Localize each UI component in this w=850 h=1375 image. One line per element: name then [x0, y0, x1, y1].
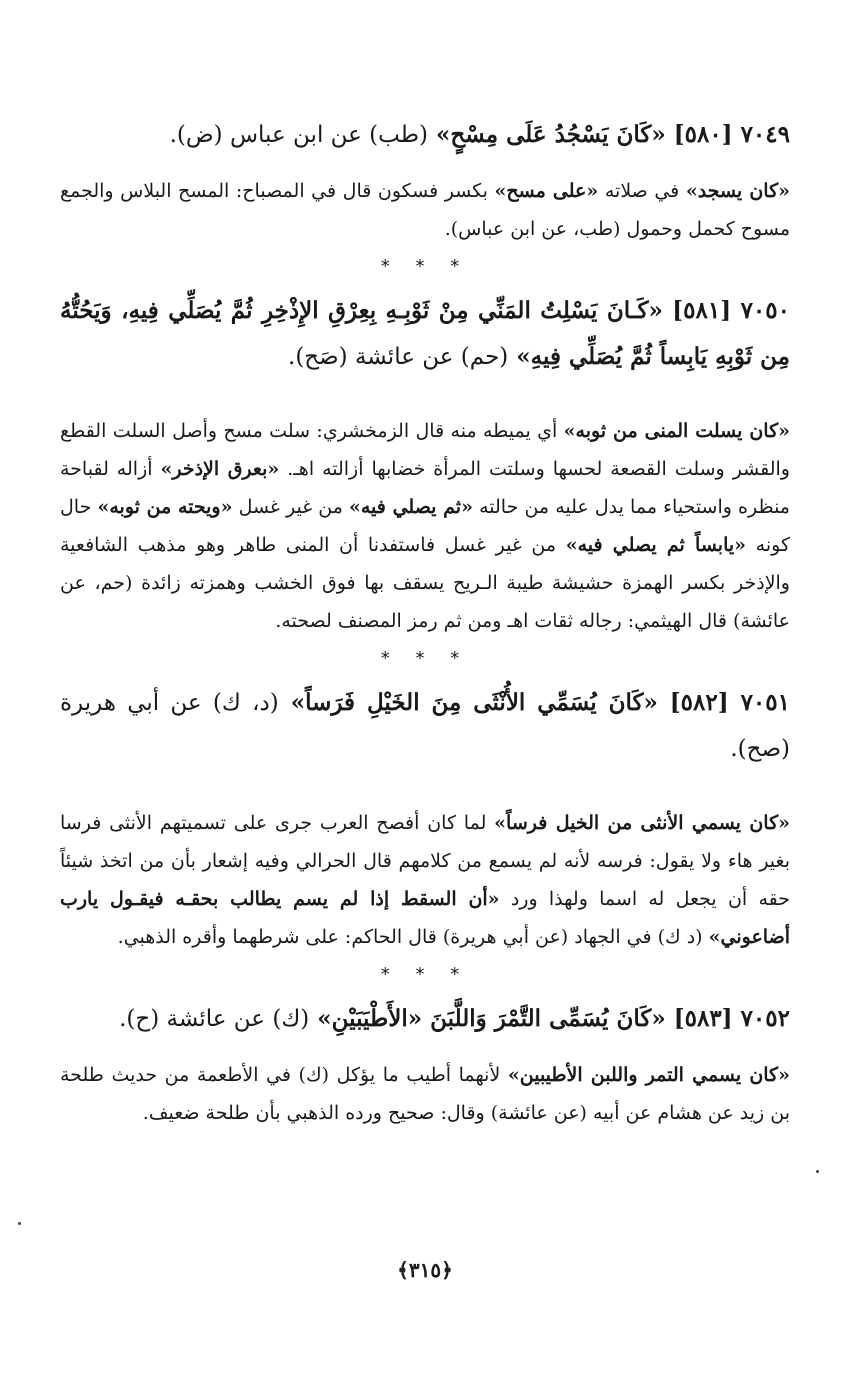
- commentary: [60, 804, 790, 956]
- commentary-quote: «كان يسمي التمر واللبن الأطيبين»: [507, 1064, 790, 1086]
- hadith-source: (ك) عن عائشة (ح).: [119, 1006, 310, 1032]
- commentary-quote: «أن السقط إذا لم يسم يطالب بحقـه فيقـول يارب أضاعوني»: [60, 888, 790, 948]
- commentary-quote: «بعرق الإذخر»: [160, 458, 280, 480]
- scan-speck: [18, 1222, 21, 1225]
- section-separator: * * *: [380, 964, 470, 985]
- commentary-text: أزاله لقباحة منظره واستحياء مما يدل عليه من حالته: [60, 458, 790, 518]
- section-separator: * * *: [380, 256, 470, 277]
- hadith-ref: [٥٨١]: [672, 297, 732, 324]
- hadith-entry: [60, 288, 790, 380]
- hadith-number: ٧٠٥١: [740, 689, 790, 716]
- hadith-text: «كَانَ يَسْجُدُ عَلَى مِسْحٍ»: [436, 121, 666, 148]
- hadith-source: (حم) عن عائشة (صَح).: [288, 344, 509, 370]
- hadith-ref: [٥٨٠]: [673, 121, 733, 148]
- hadith-source: (د، ك) عن أبي هريرة (صح).: [60, 690, 790, 762]
- commentary-text: أي يميطه منه قال الزمخشري: سلت مسح وأصل السلت القطع والقشر وسلت القصعة لحسها وسلتت المرأة خضابها أزالته اهـ.: [60, 420, 790, 480]
- commentary-text: في صلاته: [598, 180, 686, 202]
- page-number: ﴿٣١٥﴾: [397, 1258, 453, 1282]
- commentary-text: لأنهما أطيب ما يؤكل (ك) في الأطعمة من حديث طلحة بن زيد عن هشام عن أبيه (عن عائشة) وقال: صحيح ورده الذهبي بأن طلحة ضعيف.: [60, 1064, 790, 1124]
- commentary-text: حال كونه: [60, 496, 791, 556]
- commentary-text: من غير غسل: [232, 496, 349, 518]
- commentary: [60, 1056, 790, 1132]
- section-separator: * * *: [380, 648, 470, 669]
- commentary-quote: «كان يسلت المنى من ثوبه»: [563, 420, 790, 442]
- hadith-entry: [60, 996, 790, 1042]
- hadith-text: «كَانَ يُسَمِّي الأُنْثَى مِنَ الخَيْلِ فَرَساً»: [290, 689, 658, 716]
- hadith-number: ٧٠٥٠: [740, 297, 790, 324]
- scan-speck: [816, 1170, 819, 1173]
- commentary-text: لما كان أفصح العرب جرى على تسميتهم الأنثى فرسا بغير هاء ولا يقول: فرسه لأنه لم يسمع من كلامهم قال الحرالي وفيه إشعار بأن من اتخذ شيئاً حقه أن يجعل له اسما ولهذا ورد: [60, 812, 790, 910]
- hadith-text: «كَـانَ يَسْلِتُ المَنِّي مِنْ ثَوْبِـهِ بِعِرْقِ الإِذْخِرِ ثُمَّ يُصَلِّي فِيهِ، وَيَحُتُّهُ مِن ثَوْبِهِ يَابِساً ثُمَّ يُصَلِّي فِيهِ»: [60, 297, 790, 370]
- hadith-number: ٧٠٤٩: [740, 121, 790, 148]
- hadith-ref: [٥٨٢]: [669, 689, 729, 716]
- commentary-quote: «كان يسمي الأنثى من الخيل فرساً»: [494, 812, 790, 834]
- commentary-quote: «ويحته من ثوبه»: [97, 496, 233, 518]
- page-body: [60, 112, 790, 1138]
- commentary-text: من غير غسل فاستفدنا أن المنى طاهر وهو مذهب الشافعية والإذخر بكسر الهمزة حشيشة طيبة الـريح يسقف بها فوق الخشب وهمزته زائدة (حم، عن عائشة) قال الهيثمي: رجاله ثقات اهـ ومن ثم رمز المصنف لصحته.: [60, 534, 790, 632]
- hadith-source: (طب) عن ابن عباس (ض).: [169, 122, 429, 148]
- commentary-quote: «يابساً ثم يصلي فيه»: [565, 534, 747, 556]
- commentary: [60, 412, 790, 640]
- hadith-ref: [٥٨٣]: [673, 1005, 733, 1032]
- commentary: [60, 172, 790, 248]
- hadith-entry: [60, 112, 790, 158]
- commentary-text: (د ك) في الجهاد (عن أبي هريرة) قال الحاكم: على شرطهما وأقره الذهبي.: [117, 926, 709, 948]
- commentary-quote: «على مسح»: [494, 180, 599, 202]
- hadith-text: «كَانَ يُسَمِّى التَّمْرَ وَاللَّبَنَ «الأَطْيَبَيْنِ»: [317, 1005, 666, 1032]
- hadith-number: ٧٠٥٢: [740, 1005, 790, 1032]
- hadith-entry: [60, 680, 790, 772]
- commentary-quote: «ثم يصلي فيه»: [349, 496, 473, 518]
- commentary-quote: «كان يسجد»: [685, 180, 790, 202]
- commentary-text: بكسر فسكون قال في المصباح: المسح البلاس والجمع مسوح كحمل وحمول (طب، عن ابن عباس).: [60, 180, 790, 240]
